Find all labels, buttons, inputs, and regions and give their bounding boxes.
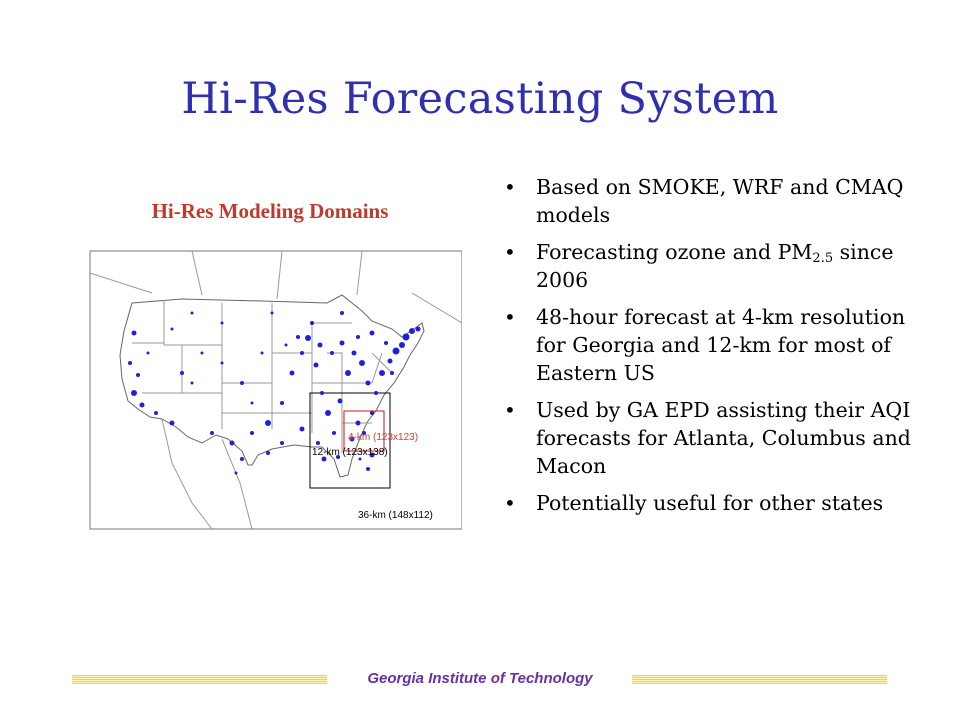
bullet-item: [504, 238, 924, 294]
bullet-text: Potentially useful for other states: [536, 491, 884, 515]
bullet-item: [504, 396, 924, 480]
modeling-domains-map: [72, 233, 462, 533]
domain-4km-label: 4-km (123x123): [348, 432, 419, 443]
slide-title: Hi-Res Forecasting System: [181, 74, 779, 124]
bullet-item: [504, 489, 924, 517]
footer-rule-left: [72, 675, 327, 684]
bullet-item: [504, 303, 924, 387]
bullet-text-pre: Forecasting ozone and PM: [536, 240, 813, 264]
bullet-subscript: 2.5: [812, 251, 834, 266]
bullet-text: Used by GA EPD assisting their AQI forecasts for Atlanta, Columbus and Macon: [536, 398, 911, 478]
bullet-text: 48-hour forecast at 4-km resolution for Georgia and 12-km for most of Eastern US: [536, 305, 906, 385]
bullet-text: Based on SMOKE, WRF and CMAQ models: [536, 175, 904, 227]
footer-rule-right: [632, 675, 887, 684]
map-caption: Hi-Res Modeling Domains: [151, 199, 389, 223]
bullet-text-post: since 2006: [536, 240, 894, 292]
bullet-list: [504, 173, 924, 526]
domain-12km-label: 12-km (123x138): [312, 447, 388, 458]
map-boundaries: [90, 251, 462, 529]
footer-institution: Georgia Institute of Technology: [367, 670, 593, 687]
bullet-item: [504, 173, 924, 229]
domain-36km-label: 36-km (148x112): [358, 510, 433, 521]
